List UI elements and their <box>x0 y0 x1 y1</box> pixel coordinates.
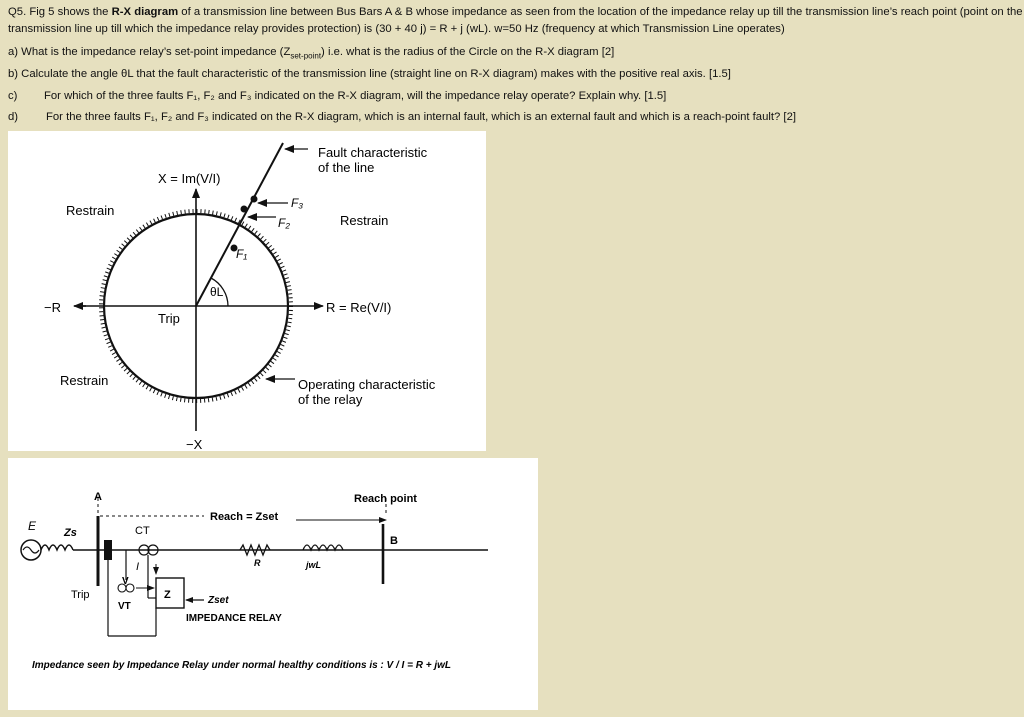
reach-label: Reach = Zset <box>210 511 279 523</box>
trip-label: Trip <box>158 311 180 326</box>
source-label: E <box>28 519 37 533</box>
question-part-c: c) For which of the three faults F₁, F₂ and F₃ indicated on the R-X diagram, will the impedance relay operate? Explain why. [1.5] <box>8 90 667 102</box>
angle-label: θL <box>210 285 224 299</box>
neg-x-label: −X <box>186 437 203 451</box>
rx-diagram-panel <box>8 131 486 451</box>
restrain-top-left: Restrain <box>66 203 115 218</box>
reach-point-label: Reach point <box>354 493 417 505</box>
r-axis-label: R = Re(V/I) <box>326 300 392 315</box>
fault-char-label-1: Fault characteristic <box>318 145 428 160</box>
operating-label-2: of the relay <box>298 392 363 407</box>
bus-b-label: B <box>390 535 398 547</box>
bus-a-label: A <box>94 491 102 503</box>
vt-label: VT <box>118 601 131 612</box>
rx-diagram <box>8 131 486 451</box>
caption: Impedance seen by Impedance Relay under normal healthy conditions is : V / I = R + jwL <box>32 660 452 671</box>
zs-label: Zs <box>64 527 77 539</box>
restrain-right: Restrain <box>340 213 389 228</box>
restrain-bottom-left: Restrain <box>60 373 109 388</box>
current-label: I <box>136 561 140 573</box>
operating-label-1: Operating characteristic <box>298 377 436 392</box>
question-part-a: a) What is the impedance relay’s set-point impedance $(Z_{set-point})$ i.e. what is the radius of the Circle on the R-X diagram [2] <box>8 46 615 61</box>
ct-label: CT <box>135 525 150 537</box>
neg-r-label: −R <box>44 300 61 315</box>
impedance-relay-label: IMPEDANCE RELAY <box>186 613 282 624</box>
question-line-1: Q5. Fig 5 shows the R-X diagram of a transmission line between Bus Bars A & B whose impedance as seen from the location of the impedance relay up till the transmission line’s reach point (point on the <box>8 6 1023 18</box>
f2-label: F₂ <box>278 216 290 230</box>
trip-label-circuit: Trip <box>71 589 90 601</box>
question-line-2: transmission line up till which the impedance relay provides protection) is (30 + 40 j) = R + j (wL). w=50 Hz (frequency at which Transmission Line operates) <box>8 23 785 35</box>
jwl-label: jwL <box>306 560 321 570</box>
fault-f2-point <box>241 206 248 213</box>
fault-characteristic-line <box>196 143 283 306</box>
zset-label: Zset <box>208 595 229 606</box>
relay-circuit <box>8 458 538 710</box>
x-axis-label: X = Im(V/I) <box>158 171 221 186</box>
circuit-breaker <box>104 540 112 560</box>
zs-coil <box>41 545 73 550</box>
question-part-b: b) Calculate the angle θL that the fault characteristic of the transmission line (straight line on R-X diagram) makes with the positive real axis. [1.5] <box>8 68 731 80</box>
v-label: V <box>122 576 129 587</box>
fault-f3-point <box>251 196 258 203</box>
circuit-panel <box>8 458 538 710</box>
question-part-d: d) For the three faults F₁, F₂ and F₃ indicated on the R-X diagram, which is an internal fault, which is an external fault and which is a reach-point fault? [2] <box>8 111 796 123</box>
fault-char-label-2: of the line <box>318 160 375 175</box>
r-label: R <box>254 558 261 568</box>
f3-label: F₃ <box>291 196 304 210</box>
z-label: Z <box>164 589 171 601</box>
f1-label: F₁ <box>236 247 248 261</box>
